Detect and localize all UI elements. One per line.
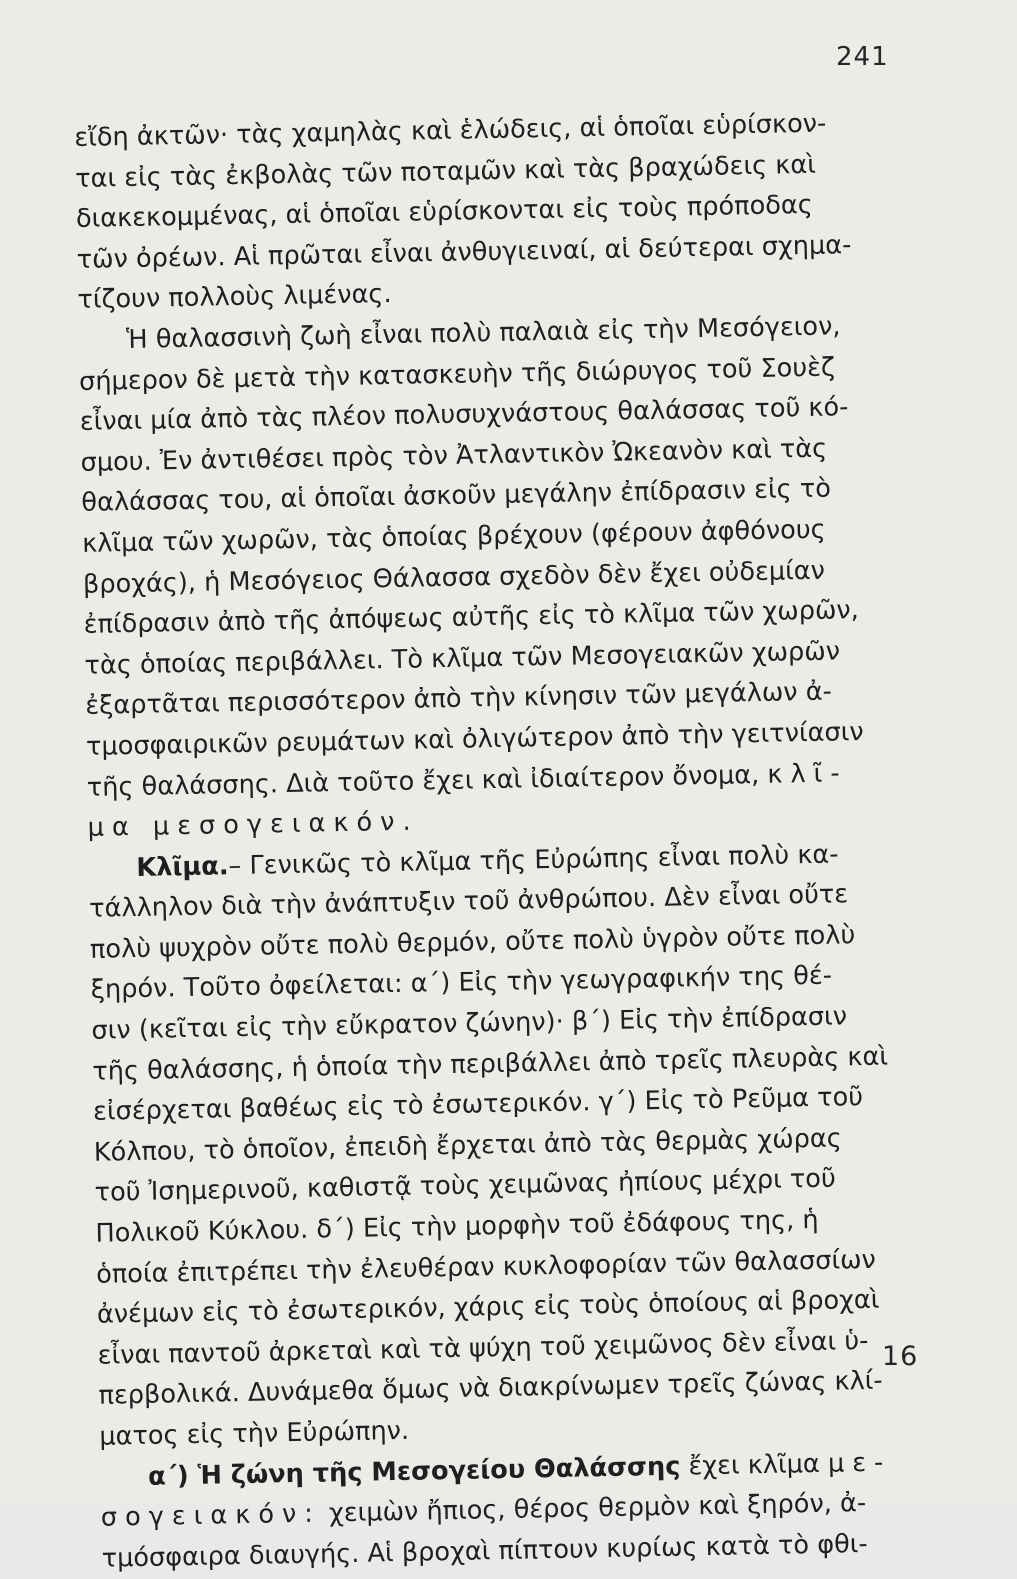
text-span: τῶν ὀρέων. Αἱ πρῶται εἶναι ἀνθυγιειναί, αἱ δεύτεραι σχημα-: [76, 229, 852, 275]
text-span: σιν (κεῖται εἰς τὴν εὔκρατον ζώνην)· β΄) Εἰς τὴν ἐπίδρασιν: [91, 1001, 848, 1046]
text-span: τῆς θαλάσσης. Διὰ τοῦτο ἔχει καὶ ἰδιαίτερον ὄνομα,: [86, 759, 768, 803]
text-span: τίζουν πολλοὺς λιμένας.: [77, 279, 392, 316]
text-span: βροχάς), ἡ Μεσόγειος Θάλασσα σχεδὸν δὲν ἔχει οὐδεμίαν: [82, 555, 826, 600]
spaced-text-span: με-: [827, 1447, 892, 1479]
text-span: Πολικοῦ Κύκλου. δ΄) Εἰς τὴν μορφὴν τοῦ ἐδάφους της, ἡ: [95, 1204, 819, 1249]
text-span: τῆς θαλάσσης, ἡ ὁποία τὴν περιβάλλει ἀπὸ τρεῖς πλευρὰς καὶ: [92, 1041, 889, 1087]
text-span: τάλληλον διὰ τὴν ἀνάπτυξιν τοῦ ἀνθρώπου. Δὲν εἶναι οὔτε: [88, 879, 849, 925]
bold-text-span: α΄) Ἡ ζώνη τῆς Μεσογείου Θαλάσσης: [147, 1451, 681, 1492]
text-span: Κόλπου, τὸ ὁποῖον, ἐπειδὴ ἔρχεται ἀπὸ τὰς θερμὰς χώρας: [93, 1123, 843, 1168]
text-span: τμοσφαιρικῶν ρευμάτων καὶ ὀλιγώτερον ἀπὸ τὴν γειτνίασιν: [85, 716, 864, 762]
text-span: σήμερον δὲ μετὰ τὴν κατασκευὴν τῆς διώρυγος τοῦ Σουὲζ: [78, 352, 836, 397]
spaced-text-span: μα μεσογειακόν.: [87, 806, 419, 843]
text-span: ται εἰς τὰς ἐκβολὰς τῶν ποταμῶν καὶ τὰς βραχώδεις καὶ: [74, 149, 817, 194]
text-span: εἴδη ἀκτῶν· τὰς χαμηλὰς καὶ ἑλώδεις, αἱ ὁποῖαι εὑρίσκον-: [74, 108, 827, 153]
text-span: ἐπίδρασιν ἀπὸ τῆς ἀπόψεως αὐτῆς εἰς τὸ κλῖμα τῶν χωρῶν,: [83, 595, 860, 641]
text-span: πολὺ ψυχρὸν οὔτε πολὺ θερμόν, οὔτε πολὺ ὑγρὸν οὔτε πολὺ: [89, 920, 856, 965]
text-span: ματος εἰς τὴν Εὐρώπην.: [99, 1415, 410, 1452]
text-span: τοῦ Ἰσημερινοῦ, καθιστᾷ τοὺς χειμῶνας ἠπίους μέχρι τοῦ: [94, 1164, 837, 1209]
text-span: ξηρόν. Τοῦτο ὀφείλεται: α΄) Εἰς τὴν γεωγραφικήν της θέ-: [90, 961, 833, 1006]
spaced-text-span: σογειακόν:: [100, 1498, 322, 1533]
text-span: χειμὼν ἤπιος, θέρος θερμὸν καὶ ξηρόν, ἀ-: [320, 1488, 867, 1529]
body-text: [74, 101, 992, 1579]
text-span: κλῖμα τῶν χωρῶν, τὰς ὁποίας βρέχουν (φέρουν ἀφθόνους: [81, 514, 826, 559]
signature-mark: 16: [882, 1341, 919, 1372]
text-span: διακεκομμένας, αἱ ὁποῖαι εὑρίσκονται εἰς τοὺς πρόποδας: [75, 190, 814, 235]
text-span: ἀνέμων εἰς τὸ ἐσωτερικόν, χάρις εἰς τοὺς ὁποίους αἱ βροχαὶ: [96, 1284, 880, 1330]
page-number: 241: [836, 42, 889, 72]
text-span: εἶναι μία ἀπὸ τὰς πλέον πολυσυχνάστους θαλάσσας τοῦ κό-: [79, 392, 849, 438]
text-span: ἐξαρτᾶται περισσότερον ἀπὸ τὴν κίνησιν τῶν μεγάλων ἀ-: [85, 676, 833, 722]
spaced-text-span: κλῖ-: [767, 757, 848, 790]
text-span: Ἡ θαλασσινὴ ζωὴ εἶναι πολὺ παλαιὰ εἰς τὴν Μεσόγειον,: [125, 311, 841, 356]
text-span: θαλάσσας του, αἱ ὁποῖαι ἀσκοῦν μεγάλην ἐπίδρασιν εἰς τὸ: [81, 473, 832, 519]
text-span: τμόσφαιρα διαυγής. Αἱ βροχαὶ πίπτουν κυρίως κατὰ τὸ φθι-: [101, 1528, 868, 1574]
bold-text-span: Κλῖμα.: [136, 850, 229, 883]
text-span: ὁποία ἐπιτρέπει τὴν ἐλευθέραν κυκλοφορίαν τῶν θαλασσίων: [95, 1244, 877, 1290]
text-span: εἰσέρχεται βαθέως εἰς τὸ ἐσωτερικόν. γ΄) Εἰς τὸ Ρεῦμα τοῦ: [92, 1082, 864, 1128]
text-span: – Γενικῶς τὸ κλῖμα τῆς Εὐρώπης εἶναι πολὺ κα-: [228, 839, 839, 881]
text-span: εἶναι παντοῦ ἀρκεταὶ καὶ τὰ ψύχη τοῦ χειμῶνος δὲν εἶναι ὑ-: [97, 1325, 869, 1371]
text-span: σμου. Ἐν ἀντιθέσει πρὸς τὸν Ἀτλαντικὸν Ὠκεανὸν καὶ τὰς: [80, 433, 828, 478]
text-span: τὰς ὁποίας περιβάλλει. Τὸ κλῖμα τῶν Μεσογειακῶν χωρῶν: [84, 636, 841, 681]
text-span: ἔχει κλῖμα: [680, 1448, 829, 1482]
text-span: περβολικά. Δυνάμεθα ὅμως νὰ διακρίνωμεν τρεῖς ζώνας κλί-: [98, 1366, 883, 1412]
